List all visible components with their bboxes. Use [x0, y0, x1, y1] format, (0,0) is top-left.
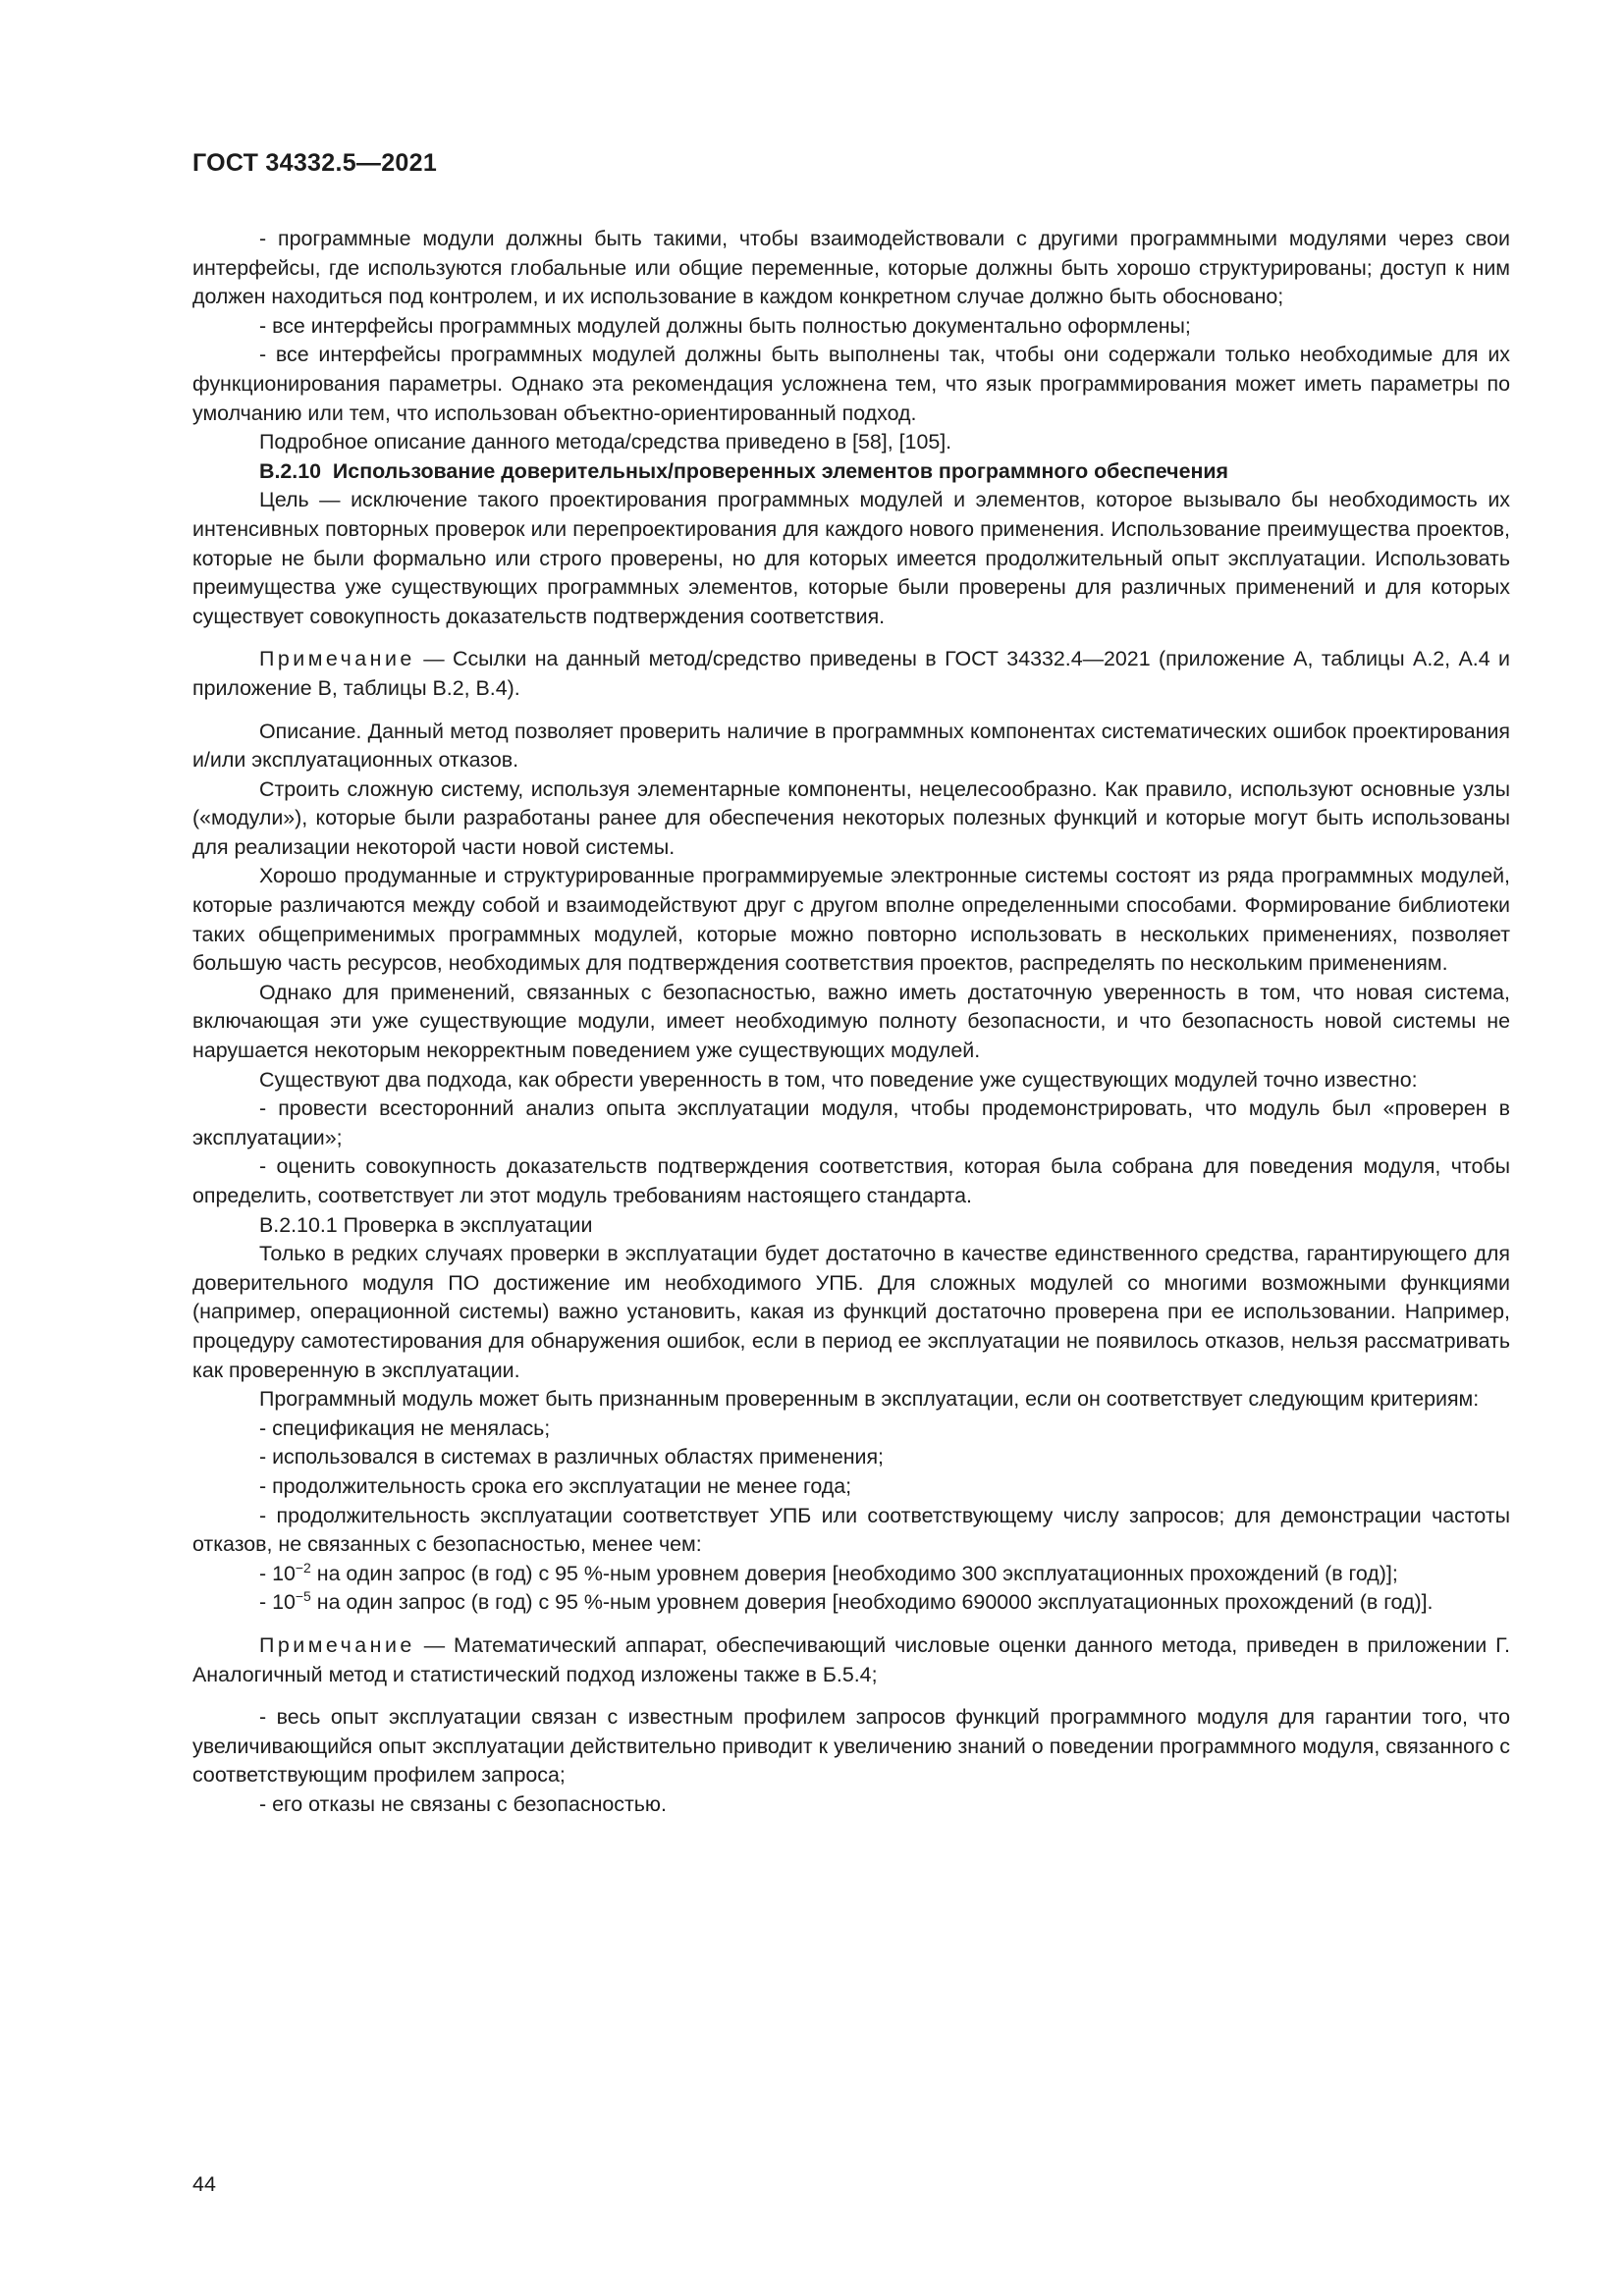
list-item: - продолжительность эксплуатации соответствует УПБ или соответствующему числу запросов; для демонстрации частоты отказов, не связанных с безопасностью, менее чем: [192, 1503, 1510, 1557]
paragraph: - программные модули должны быть такими, чтобы взаимодействовали с другими программными модулями через свои интерфейсы, где используются глобальные или общие переменные, которые должны быть хорошо структурированы; доступ к ним должен находиться под контролем, и их использование в каждом конкретном случае должно быть обосновано; [192, 227, 1510, 309]
note [192, 1631, 1510, 1689]
power-base: - 10 [259, 1590, 296, 1615]
list-item: - использовался в системах в различных областях применения; [259, 1445, 885, 1469]
list-item: - спецификация не менялась; [259, 1415, 551, 1440]
paragraph: Хорошо продуманные и структурированные программируемые электронные системы состоят из ряда программных модулей, которые различаются между собой и взаимодействуют друг с другом вполне определенными способами. Формирование библиотеки таких общеприменимых программных модулей, которые можно повторно использовать в нескольких применениях, позволяет большую часть ресурсов, необходимых для подтверждения соответствия проектов, распределять по нескольким применениям. [192, 864, 1510, 976]
paragraph: Однако для применений, связанных с безопасностью, важно иметь достаточную уверенность в том, что новая система, включающая эти уже существующие модули, имеет необходимую полноту безопасности, и что безопасность новой системы не нарушается некоторым некорректным поведением уже существующих модулей. [192, 980, 1510, 1063]
paragraph: Описание. Данный метод позволяет проверить наличие в программных компонентах систематических ошибок проектирования и/или эксплуатационных отказов. [192, 719, 1510, 773]
subsection-heading: В.2.10.1 Проверка в эксплуатации [259, 1212, 593, 1237]
paragraph: Цель — исключение такого проектирования программных модулей и элементов, которое вызывало бы необходимость их интенсивных повторных проверок или перепроектирования для каждого нового применения. Использование преимущества проектов, которые не были формально или строго проверены, но для которых имеется продолжительный опыт эксплуатации. Использовать преимущества уже существующих программных элементов, которые были проверены для различных применений и для которых существует совокупность доказательств подтверждения соответствия. [192, 488, 1510, 628]
section-number: В.2.10 [259, 458, 322, 483]
list-item [192, 1560, 1510, 1589]
note [192, 645, 1510, 703]
note-label: Примечание [259, 1632, 415, 1657]
paragraph: Только в редких случаях проверки в эксплуатации будет достаточно в качестве единственного средства, гарантирующего для доверительного модуля ПО достижение им необходимого УПБ. Для сложных модулей со многими возможными функциями (например, операционной системы) важно установить, какая из функций достаточно проверена при ее использовании. Например, процедуру самотестирования для обнаружения ошибок, если в период ее эксплуатации не появилось отказов, нельзя рассматривать как проверенную в эксплуатации. [192, 1242, 1510, 1382]
note-text: — Ссылки на данный метод/средство приведены в ГОСТ 34332.4—2021 (приложение А, таблицы А.2, А.4 и приложение В, таблицы В.2, В.4). [192, 647, 1510, 700]
page-header-standard-number: ГОСТ 34332.5—2021 [192, 149, 438, 177]
list-item: - продолжительность срока его эксплуатации не менее года; [259, 1473, 852, 1498]
paragraph: Строить сложную систему, используя элементарные компоненты, нецелесообразно. Как правило, используют основные узлы («модули»), которые были разработаны ранее для обеспечения некоторых полезных функций и которые могут быть использованы для реализации некоторой части новой системы. [192, 776, 1510, 859]
section-title: Использование доверительных/проверенных элементов программного обеспечения [332, 458, 1229, 483]
document-body [192, 225, 1510, 1819]
section-heading [192, 457, 1510, 487]
power-base: - 10 [259, 1561, 296, 1585]
list-item [192, 1588, 1510, 1618]
power-exponent: −2 [295, 1559, 311, 1575]
paragraph: - все интерфейсы программных модулей должны быть полностью документально оформлены; [259, 313, 1191, 338]
list-item: - провести всесторонний анализ опыта эксплуатации модуля, чтобы продемонстрировать, что модуль был «проверен в эксплуатации»; [192, 1096, 1510, 1149]
paragraph: - все интерфейсы программных модулей должны быть выполнены так, чтобы они содержали только необходимые для их функционирования параметры. Однако эта рекомендация усложнена тем, что язык программирования может иметь параметры по умолчанию или тем, что использован объектно-ориентированный подход. [192, 343, 1510, 425]
paragraph: Подробное описание данного метода/средства приведено в [58], [105]. [259, 430, 952, 454]
list-item: - оценить совокупность доказательств подтверждения соответствия, которая была собрана для поведения модуля, чтобы определить, соответствует ли этот модуль требованиям настоящего стандарта. [192, 1154, 1510, 1207]
list-item: - весь опыт эксплуатации связан с известным профилем запросов функций программного модуля для гарантии того, что увеличивающийся опыт эксплуатации действительно приводит к увеличению знаний о поведении программного модуля, связанного с соответствующим профилем запроса; [192, 1705, 1510, 1788]
page-number: 44 [192, 2172, 216, 2196]
list-item-text: на один запрос (в год) с 95 %-ным уровнем доверия [необходимо 300 эксплуатационных прохождений (в год)]; [310, 1561, 1398, 1585]
power-exponent: −5 [295, 1588, 311, 1605]
paragraph: Существуют два подхода, как обрести уверенность в том, что поведение уже существующих модулей точно известно: [259, 1067, 1418, 1092]
list-item: - его отказы не связаны с безопасностью. [259, 1791, 667, 1816]
paragraph: Программный модуль может быть признанным проверенным в эксплуатации, если он соответствует следующим критериям: [259, 1387, 1480, 1412]
note-label: Примечание [259, 647, 415, 671]
list-item-text: на один запрос (в год) с 95 %-ным уровнем доверия [необходимо 690000 эксплуатационных прохождений (в год)]. [310, 1590, 1434, 1615]
note-text: — Математический аппарат, обеспечивающий числовые оценки данного метода, приведен в приложении Г. Аналогичный метод и статистический подход изложены также в Б.5.4; [192, 1632, 1510, 1686]
